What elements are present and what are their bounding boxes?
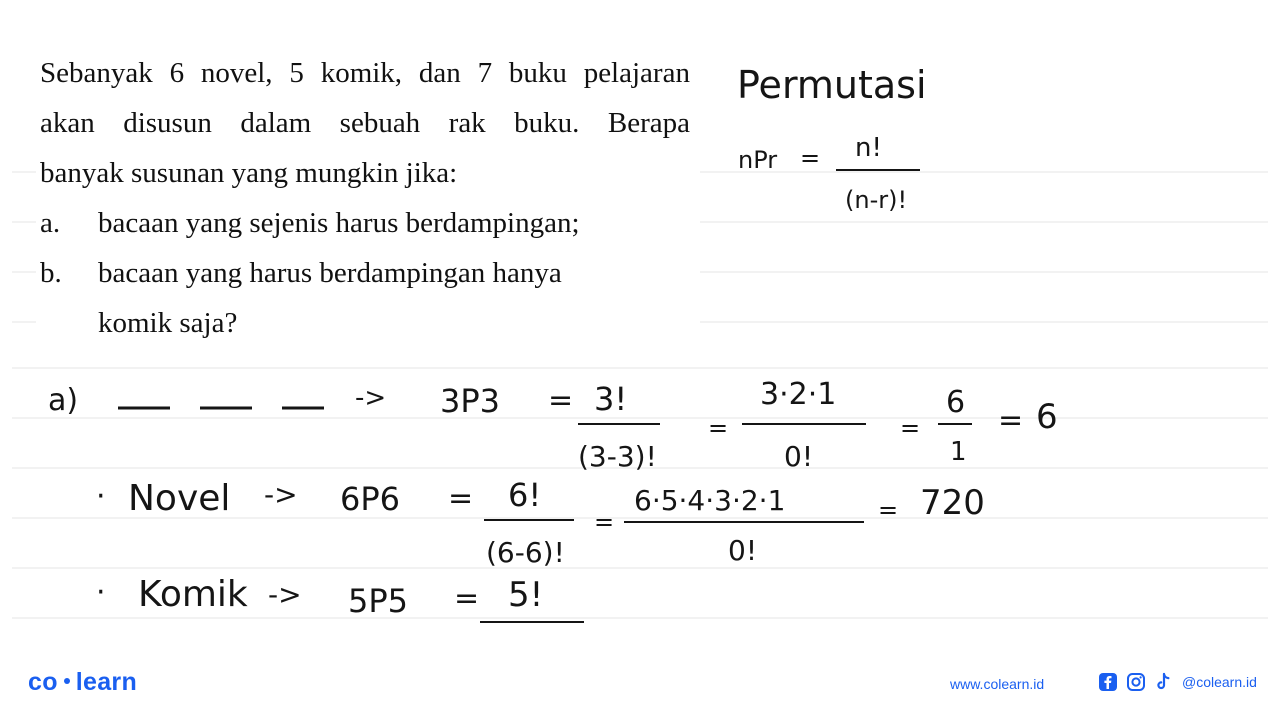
social-handle[interactable]: @colearn.id	[1182, 674, 1257, 690]
equals: =	[548, 383, 574, 418]
fraction-num: 5!	[508, 575, 544, 615]
formula-lhs: nPr	[738, 146, 778, 174]
equals: =	[454, 581, 480, 616]
arrow: ->	[264, 478, 298, 511]
komik-label: Komik	[138, 574, 248, 615]
equals: =	[708, 414, 729, 442]
item-text: bacaan yang harus berdampingan hanya	[98, 257, 562, 289]
formula-eq: =	[800, 144, 821, 172]
problem-line-3: banyak susunan yang mungkin jika:	[40, 157, 458, 189]
arrow: ->	[355, 383, 387, 413]
problem-line-1: Sebanyak 6 novel, 5 komik, dan 7 buku pelajaran	[40, 57, 690, 89]
problem-line-2: akan disusun dalam sebuah rak buku. Berapa	[40, 107, 690, 139]
fraction-den: 1	[950, 437, 967, 467]
fraction-den: (6-6)!	[486, 536, 565, 569]
result: 720	[920, 483, 985, 523]
instagram-icon[interactable]	[1126, 672, 1146, 692]
equals: =	[594, 508, 615, 536]
equals: =	[900, 414, 921, 442]
item-label: b.	[40, 257, 62, 289]
colearn-logo	[28, 668, 137, 697]
equals: =	[878, 496, 899, 524]
formula-den: (n-r)!	[845, 186, 908, 214]
social-links	[1098, 672, 1257, 692]
bullet: ·	[96, 575, 106, 610]
brand-right: learn	[75, 668, 138, 696]
arrow: ->	[268, 578, 302, 611]
fraction-den: 0!	[728, 534, 758, 567]
perm-notation: 6P6	[340, 480, 401, 518]
tiktok-icon[interactable]	[1154, 672, 1172, 692]
formula-num: n!	[855, 133, 882, 163]
notes-title: Permutasi	[737, 63, 927, 107]
fraction-num: 3·2·1	[760, 377, 837, 412]
item-text: bacaan yang sejenis harus berdampingan;	[98, 207, 580, 239]
footer	[0, 660, 1280, 720]
fraction-den: (3-3)!	[578, 440, 657, 473]
fraction-den: 0!	[784, 440, 814, 473]
fraction-num: 3!	[594, 380, 628, 418]
facebook-icon[interactable]	[1098, 672, 1118, 692]
item-text-continued: komik saja?	[98, 307, 238, 339]
brand-dot	[64, 678, 70, 684]
bullet: ·	[96, 479, 106, 514]
item-label: a.	[40, 207, 61, 239]
perm-notation: 3P3	[440, 382, 501, 420]
perm-notation: 5P5	[348, 582, 409, 620]
result: 6	[1036, 397, 1058, 437]
fraction-num: 6!	[508, 476, 542, 514]
equals: =	[448, 481, 474, 516]
equals: =	[998, 403, 1024, 438]
fraction-num: 6	[946, 385, 966, 420]
brand-left: co	[28, 668, 58, 696]
website-link[interactable]: www.colearn.id	[950, 676, 1045, 692]
part-a-label: a)	[48, 383, 79, 418]
novel-label: Novel	[128, 478, 231, 519]
fraction-num: 6·5·4·3·2·1	[634, 484, 786, 517]
